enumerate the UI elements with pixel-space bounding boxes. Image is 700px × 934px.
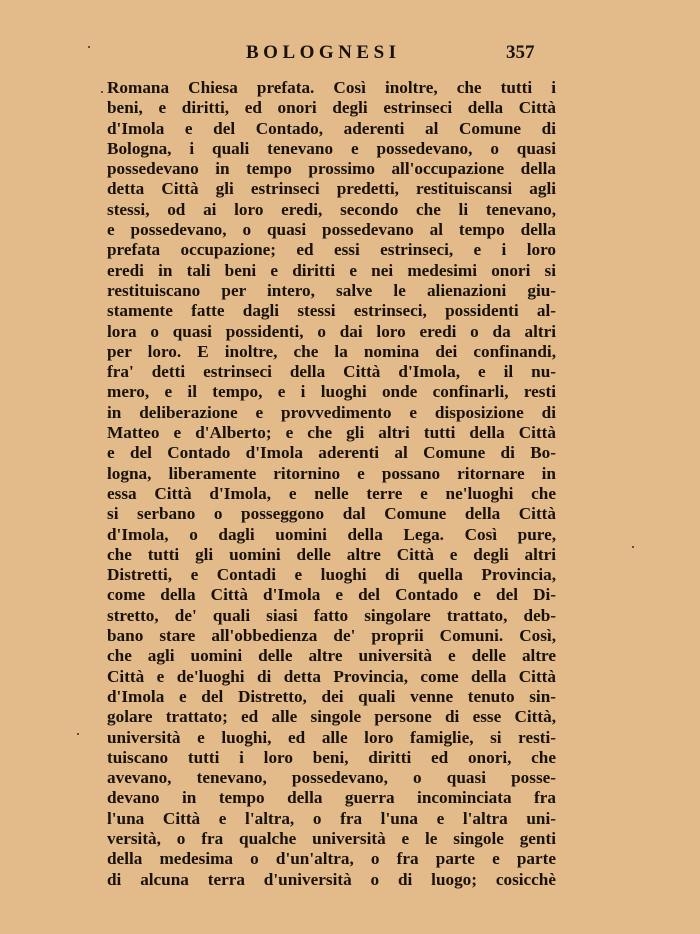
text-line: della medesima o d'un'altra, o fra parte e parte	[107, 849, 556, 869]
text-line: golare trattato; ed alle singole persone di esse Città,	[107, 707, 556, 727]
text-line: stretto, de' quali siasi fatto singolare trattato, deb-	[107, 605, 556, 625]
text-line: che tutti gli uomini delle altre Città e degli altri	[107, 544, 556, 564]
text-line: versità, o fra qualche università e le singole genti	[107, 828, 556, 848]
text-line: Matteo e d'Alberto; e che gli altri tutti della Città	[107, 423, 556, 443]
text-line: avevano, tenevano, possedevano, o quasi posse-	[107, 768, 556, 788]
text-line: di alcuna terra d'università o di luogo; cosicchè	[107, 869, 556, 889]
text-line: prefata occupazione; ed essi estrinseci, e i loro	[107, 240, 556, 260]
text-line: si serbano o posseggono dal Comune della Città	[107, 504, 556, 524]
text-line: lora o quasi possidenti, o dai loro eredi o da altri	[107, 321, 556, 341]
ink-speck	[101, 91, 103, 93]
text-line: stessi, od ai loro eredi, secondo che li tenevano,	[107, 199, 556, 219]
text-line: tuiscano tutti i loro beni, diritti ed onori, che	[107, 747, 556, 767]
text-line: logna, liberamente ritornino e possano ritornare in	[107, 463, 556, 483]
text-line: possedevano in tempo prossimo all'occupazione della	[107, 159, 556, 179]
text-line: bano stare all'obbedienza de' proprii Comuni. Così,	[107, 626, 556, 646]
text-line: d'Imola e del Distretto, dei quali venne tenuto sin-	[107, 686, 556, 706]
text-line: Città e de'luoghi di detta Provincia, come della Città	[107, 666, 556, 686]
text-line: essa Città d'Imola, e nelle terre e ne'luoghi che	[107, 483, 556, 503]
text-line: detta Città gli estrinseci predetti, restituiscansi agli	[107, 179, 556, 199]
body-text	[107, 78, 556, 890]
text-line: per loro. E inoltre, che la nomina dei confinandi,	[107, 341, 556, 361]
page-number: 357	[506, 42, 535, 63]
text-line: Romana Chiesa prefata. Così inoltre, che tutti i	[107, 78, 556, 97]
ink-speck	[632, 546, 634, 548]
text-line: come della Città d'Imola e del Contado e del Di-	[107, 585, 556, 605]
text-line: d'Imola, o dagli uomini della Lega. Così pure,	[107, 524, 556, 544]
text-line: mero, e il tempo, e i luoghi onde confinarli, resti	[107, 382, 556, 402]
text-line: e del Contado d'Imola aderenti al Comune di Bo-	[107, 443, 556, 463]
text-line: Distretti, e Contadi e luoghi di quella Provincia,	[107, 565, 556, 585]
text-line: l'una Città e l'altra, o fra l'una e l'altra uni-	[107, 808, 556, 828]
text-line: d'Imola e del Contado, aderenti al Comune di	[107, 118, 556, 138]
page-header	[0, 42, 700, 66]
text-line: università e luoghi, ed alle loro famiglie, si resti-	[107, 727, 556, 747]
text-line: e possedevano, o quasi possedevano al tempo della	[107, 220, 556, 240]
text-line: stamente fatte dagli stessi estrinseci, possidenti al-	[107, 301, 556, 321]
text-line: fra' detti estrinseci della Città d'Imola, e il nu-	[107, 362, 556, 382]
ink-speck	[88, 46, 90, 48]
text-line: restituiscano per intero, salve le alienazioni giu-	[107, 280, 556, 300]
text-line: eredi in tali beni e diritti e nei medesimi onori si	[107, 260, 556, 280]
text-line: devano in tempo della guerra incominciata fra	[107, 788, 556, 808]
text-line: che agli uomini delle altre università e delle altre	[107, 646, 556, 666]
running-title: BOLOGNESI	[246, 42, 401, 63]
text-line: in deliberazione e provvedimento e disposizione di	[107, 402, 556, 422]
ink-speck	[77, 733, 79, 735]
text-line: Bologna, i quali tenevano e possedevano, o quasi	[107, 138, 556, 158]
text-line: beni, e diritti, ed onori degli estrinseci della Città	[107, 98, 556, 118]
